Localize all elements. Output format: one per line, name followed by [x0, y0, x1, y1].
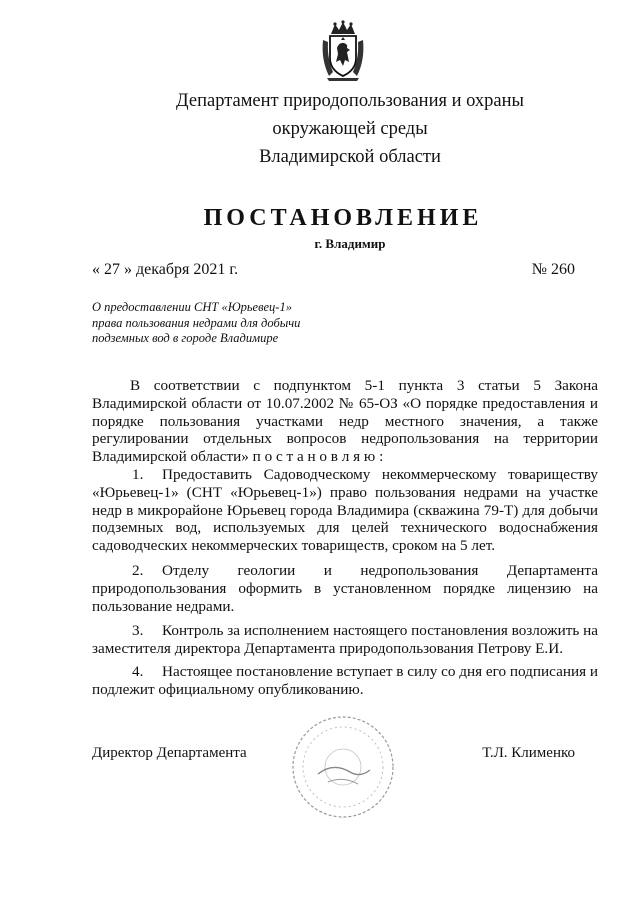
- item-number: 4.: [132, 663, 144, 680]
- decree-item-2: [92, 562, 598, 615]
- document-date: « 27 » декабря 2021 г.: [92, 261, 239, 278]
- decree-item-4: [92, 663, 598, 699]
- signer-position: Директор Департамента: [92, 745, 247, 761]
- document-subject: [92, 300, 352, 347]
- vladimir-coat-of-arms-icon: [319, 20, 367, 82]
- subject-line: права пользования недрами для добычи: [92, 315, 301, 330]
- document-type-title: ПОСТАНОВЛЕНИЕ: [203, 205, 483, 231]
- official-seal-stamp-icon: [288, 712, 398, 822]
- decree-item-3: [92, 622, 598, 658]
- department-name-line-1: Департамент природопользования и охраны: [176, 91, 524, 111]
- department-name-line-3: Владимирской области: [259, 147, 441, 167]
- document-number: № 260: [531, 261, 575, 278]
- item-number: 2.: [132, 562, 144, 579]
- item-text: Настоящее постановление вступает в силу со дня его подписания и подлежит официальному опубликованию.: [92, 663, 598, 698]
- item-text: Отделу геологии и недропользования Департамента природопользования оформить в установленном порядке лицензию на пользование недрами.: [92, 562, 598, 615]
- preamble-text: В соответствии с подпунктом 5-1 пункта 3 статьи 5 Закона Владимирской области от 10.07.2002 № 65-ОЗ «О порядке предоставления и порядке пользования участками недр местного значения, а также регулировании отдельных вопросов недропользования на территории Владимирской области» п о с т а н о в л я ю :: [92, 377, 598, 466]
- department-name-line-2: окружающей среды: [272, 119, 428, 139]
- subject-line: подземных вод в городе Владимире: [92, 331, 279, 345]
- subject-line: О предоставлении СНТ «Юрьевец-1»: [92, 300, 292, 314]
- item-number: 3.: [132, 622, 144, 639]
- item-text: Предоставить Садоводческому некоммерческому товариществу «Юрьевец-1» (СНТ «Юрьевец-1») право пользования недрами на участке недр в микрорайоне Юрьевец города Владимира (скважина 79-Т) для добычи подземных вод, используемых для целей технического водоснабжения садоводческих некоммерческих товариществ, сроком на 5 лет.: [92, 466, 598, 555]
- item-text: Контроль за исполнением настоящего постановления возложить на заместителя директора Департамента природопользования Петрову Е.И.: [92, 622, 598, 657]
- preamble-paragraph: [92, 377, 598, 466]
- signer-name: Т.Л. Клименко: [482, 745, 575, 761]
- document-city: г. Владимир: [314, 236, 386, 251]
- decree-item-1: [92, 466, 598, 555]
- item-number: 1.: [132, 466, 144, 483]
